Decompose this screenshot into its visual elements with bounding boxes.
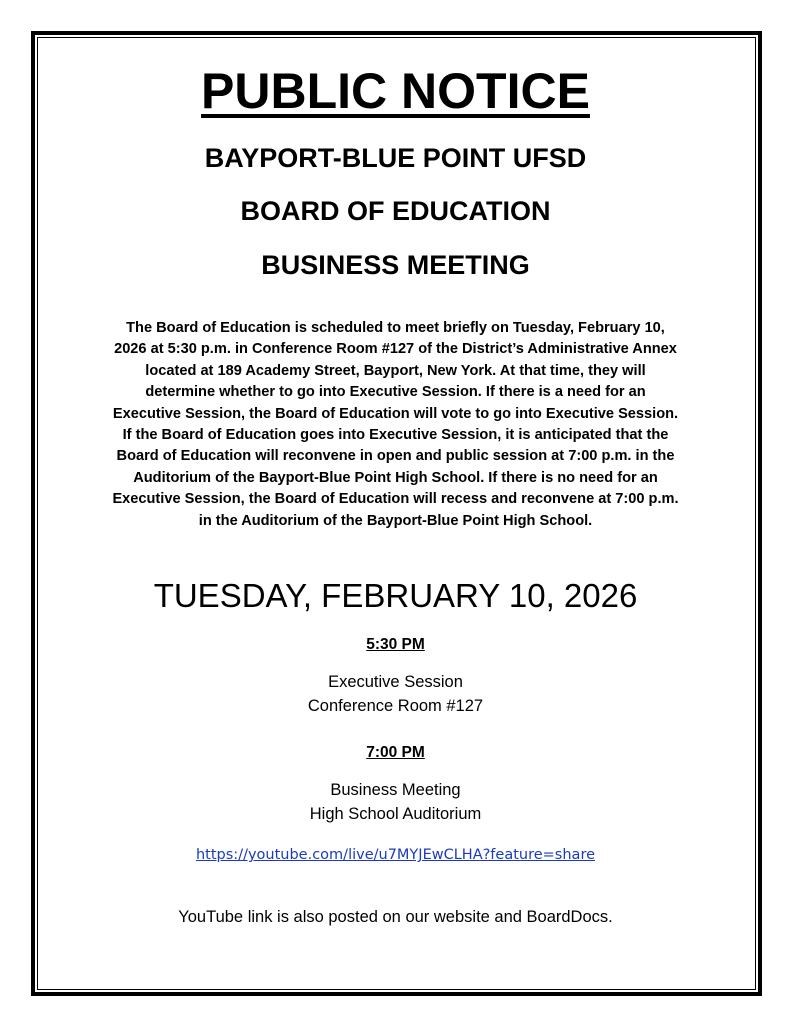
session-event: Executive Session xyxy=(328,673,463,691)
paragraph-line: If the Board of Education goes into Executive Session, it is anticipated that the xyxy=(122,427,669,444)
paragraph-line: Auditorium of the Bayport-Blue Point High School. If there is no need for an xyxy=(133,469,658,486)
title-text: PUBLIC NOTICE xyxy=(201,63,590,119)
meeting-heading: BUSINESS MEETING xyxy=(261,250,530,280)
session-event: Business Meeting xyxy=(330,781,461,799)
youtube-link[interactable]: https://youtube.com/live/u7MYJEwCLHA?feature=share xyxy=(195,847,596,863)
footer-note: YouTube link is also posted on our website and BoardDocs. xyxy=(178,908,613,926)
board-heading: BOARD OF EDUCATION xyxy=(240,196,551,226)
paragraph-line: in the Auditorium of the Bayport-Blue Point High School. xyxy=(198,512,593,529)
session-time: 5:30 PM xyxy=(366,636,425,653)
district-heading: BAYPORT-BLUE POINT UFSD xyxy=(204,143,587,173)
notice-paragraph xyxy=(0,318,791,532)
session-location: Conference Room #127 xyxy=(307,697,484,715)
session-time: 7:00 PM xyxy=(366,744,425,761)
paragraph-line: determine whether to go into Executive Session. If there is a need for an xyxy=(145,384,646,401)
paragraph-line: located at 189 Academy Street, Bayport, New York. At that time, they will xyxy=(145,362,646,379)
paragraph-line: 2026 at 5:30 p.m. in Conference Room #127 of the District’s Administrative Annex xyxy=(114,341,677,358)
session-location: High School Auditorium xyxy=(309,805,482,823)
page-title xyxy=(0,62,791,120)
meeting-date: TUESDAY, FEBRUARY 10, 2026 xyxy=(153,577,638,614)
paragraph-line: Executive Session, the Board of Education will recess and reconvene at 7:00 p.m. xyxy=(112,491,679,508)
paragraph-line: The Board of Education is scheduled to meet briefly on Tuesday, February 10, xyxy=(126,320,665,336)
paragraph-line: Executive Session, the Board of Education will vote to go into Executive Session. xyxy=(112,405,679,422)
paragraph-line: Board of Education will reconvene in open and public session at 7:00 p.m. in the xyxy=(116,448,675,465)
